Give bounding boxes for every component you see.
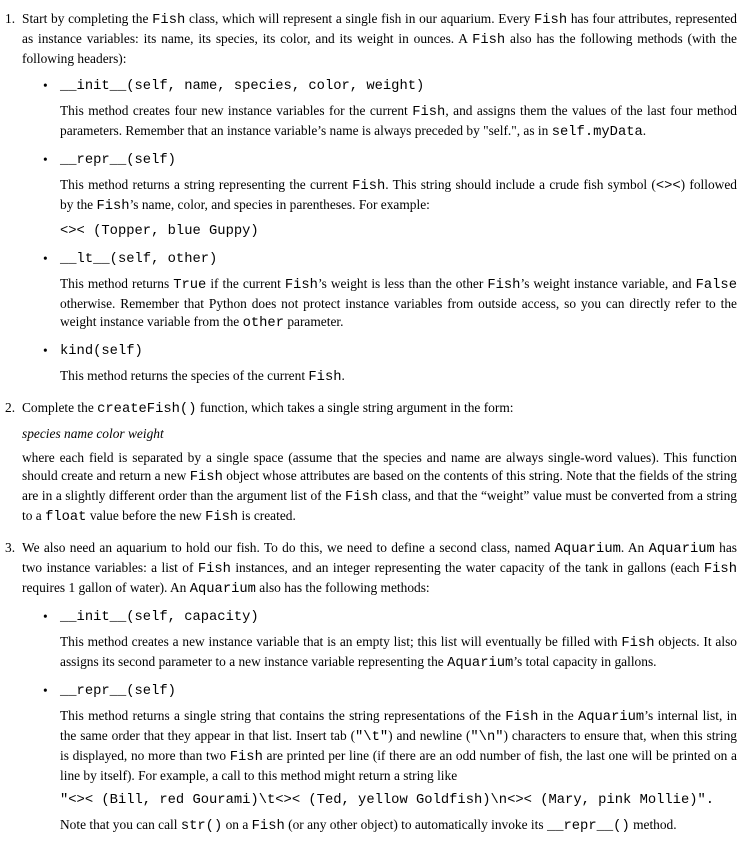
inline-code: Fish xyxy=(308,370,342,385)
inline-code: Fish xyxy=(703,562,737,577)
inline-code: Fish xyxy=(352,179,386,194)
inline-text: Complete the xyxy=(22,400,98,415)
inline-text: if the current xyxy=(206,276,285,291)
inline-code: Aquarium xyxy=(577,710,645,725)
inline-text: also has the following methods: xyxy=(255,580,430,595)
problem-item-2 xyxy=(5,399,737,527)
inline-text: otherwise. Remember that Python does not protect instance variables from outside access, so you can directly refer to the weight instance variable from the xyxy=(60,296,737,329)
inline-text: ’s weight instance variable, and xyxy=(520,276,696,291)
method-description xyxy=(60,102,737,142)
method-bullet-aquarium-init xyxy=(22,609,737,673)
inline-text: has four attributes, represented as instance variables: its name, its species, its color, and its weight in ounces. A xyxy=(22,11,737,46)
inline-text: . This string should include a crude fish symbol ( xyxy=(385,177,656,192)
inline-code: Fish xyxy=(284,278,318,293)
inline-code: __repr__() xyxy=(546,819,630,834)
item-number: 1. xyxy=(5,11,16,26)
inline-text: class, which will represent a single fish in our aquarium. Every xyxy=(185,11,534,26)
code-example: "<>< (Bill, red Gourami)\t<>< (Ted, yellow Goldfish)\n<>< (Mary, pink Mollie)". xyxy=(60,793,715,808)
method-description xyxy=(60,707,737,785)
method-signature: kind(self) xyxy=(60,344,143,359)
inline-code: Fish xyxy=(189,470,223,485)
item-intro xyxy=(22,10,737,68)
inline-code: False xyxy=(695,278,737,293)
method-signature: __init__(self, capacity) xyxy=(60,610,259,625)
method-signature: __repr__(self) xyxy=(60,153,176,168)
method-bullet-init xyxy=(22,78,737,142)
inline-code: Aquarium xyxy=(554,542,621,557)
inline-code: Aquarium xyxy=(447,656,514,671)
method-signature: __init__(self, name, species, color, weight) xyxy=(60,79,425,94)
inline-text: instances, and an integer representing the water capacity of the tank in gallons (each xyxy=(230,560,704,575)
inline-text: function, which takes a single string argument in the form: xyxy=(196,400,514,415)
inline-text: object whose attributes are based on the contents of this string. Note that the fields of the string are in a slightly different order than the argument list of the xyxy=(22,468,737,503)
inline-code: str() xyxy=(180,819,223,834)
inline-text: Note that you can call xyxy=(60,817,181,832)
inline-code: self.myData xyxy=(551,125,643,140)
item-number: 3. xyxy=(5,540,16,555)
inline-code: Fish xyxy=(152,13,186,28)
inline-text: method. xyxy=(629,817,677,832)
inline-text: This method returns a string representing the current xyxy=(60,177,353,192)
inline-text: (or any other object) to automatically invoke its xyxy=(284,817,547,832)
inline-code: Fish xyxy=(412,105,446,120)
inline-code: other xyxy=(242,316,284,331)
inline-text: This method creates four new instance variables for the current xyxy=(60,103,413,118)
inline-text: requires 1 gallon of water). An xyxy=(22,580,190,595)
bullet-icon: • xyxy=(43,343,48,358)
inline-text: where each field is separated by a single space (assume that the species and name are always single-word values). This function should create and return a new xyxy=(22,450,737,483)
inline-text: ) and newline ( xyxy=(388,728,471,743)
method-signature: __repr__(self) xyxy=(60,684,176,699)
inline-code: Fish xyxy=(197,562,231,577)
note-paragraph xyxy=(60,816,737,836)
inline-text: is created. xyxy=(238,508,296,523)
item-intro xyxy=(22,399,737,419)
inline-text: This method creates a new instance variable that is an empty list; this list will eventually be filled with xyxy=(60,634,622,649)
method-description xyxy=(60,633,737,673)
inline-code: Fish xyxy=(345,490,379,505)
method-bullet-kind xyxy=(22,343,737,387)
inline-text: . xyxy=(341,368,345,383)
inline-code: Fish xyxy=(205,510,239,525)
inline-text: We also need an aquarium to hold our fish. To do this, we need to define a second class, named xyxy=(22,540,555,555)
method-bullet-aquarium-repr xyxy=(22,683,737,836)
inline-text: value before the new xyxy=(86,508,206,523)
bullet-icon: • xyxy=(43,152,48,167)
inline-code: Fish xyxy=(96,199,130,214)
inline-text: parameter. xyxy=(283,314,344,329)
bullet-icon: • xyxy=(43,251,48,266)
inline-text: , and assigns them the values of the last four method parameters. Remember that an instance variable’s name is always preceded by "self.", as in xyxy=(60,103,737,138)
inline-code: Fish xyxy=(533,13,568,28)
method-bullet-lt xyxy=(22,251,737,333)
inline-code: Aquarium xyxy=(648,542,715,557)
bullet-icon: • xyxy=(43,609,48,624)
inline-code: Fish xyxy=(505,710,539,725)
inline-text: . xyxy=(642,123,647,138)
inline-text: Start by completing the xyxy=(22,11,153,26)
inline-text: also has the following methods (with the following headers): xyxy=(22,31,737,66)
bullet-icon: • xyxy=(43,78,48,93)
format-spec: species name color weight xyxy=(22,426,164,441)
method-description xyxy=(60,367,737,387)
method-description xyxy=(60,176,737,216)
inline-code: True xyxy=(173,278,207,293)
inline-text: are printed per line (if there are an odd number of fish, the last one will be printed on a line by itself). For example, a call to this method might return a string like xyxy=(60,748,737,783)
inline-code: Fish xyxy=(251,819,285,834)
problem-item-3 xyxy=(5,539,737,836)
inline-text: . An xyxy=(620,540,649,555)
inline-code: Fish xyxy=(621,636,655,651)
bullet-icon: • xyxy=(43,683,48,698)
inline-text: in the xyxy=(538,708,578,723)
method-description xyxy=(60,275,737,333)
inline-text: ’s total capacity in gallons. xyxy=(513,654,657,669)
item-intro xyxy=(22,539,737,599)
item-body xyxy=(22,449,737,527)
inline-code: <>< xyxy=(655,179,681,194)
inline-code: "\n" xyxy=(470,730,504,745)
inline-text: ) followed by the xyxy=(60,177,737,212)
inline-text: class, and that the “weight” value must be converted from a string to a xyxy=(22,488,737,523)
inline-text: ’s weight is less than the other xyxy=(317,276,488,291)
inline-text: ) characters to ensure that, when this string is displayed, no more than two xyxy=(60,728,737,763)
method-bullet-repr xyxy=(22,152,737,241)
inline-code: Fish xyxy=(229,750,263,765)
inline-text: This method returns a single string that contains the string representations of the xyxy=(60,708,506,723)
inline-code: "\t" xyxy=(355,730,389,745)
inline-code: Aquarium xyxy=(189,582,256,597)
inline-text: This method returns xyxy=(60,276,174,291)
inline-code: Fish xyxy=(487,278,521,293)
inline-text: has two instance variables: a list of xyxy=(22,540,738,575)
inline-text: objects. It also assigns its second parameter to a new instance variable representing the xyxy=(60,634,737,669)
inline-code: Fish xyxy=(472,33,506,48)
item-number: 2. xyxy=(5,400,16,415)
code-example: <>< (Topper, blue Guppy) xyxy=(60,224,259,239)
inline-text: This method returns the species of the current xyxy=(60,368,309,383)
inline-code: createFish() xyxy=(97,402,197,417)
inline-code: float xyxy=(45,510,87,525)
inline-text: ’s internal list, in the same order that they appear in that list. Insert tab ( xyxy=(60,708,737,743)
inline-text: ’s name, color, and species in parentheses. For example: xyxy=(129,197,430,212)
problem-item-1 xyxy=(5,10,737,387)
method-signature: __lt__(self, other) xyxy=(60,252,218,267)
inline-text: on a xyxy=(222,817,252,832)
